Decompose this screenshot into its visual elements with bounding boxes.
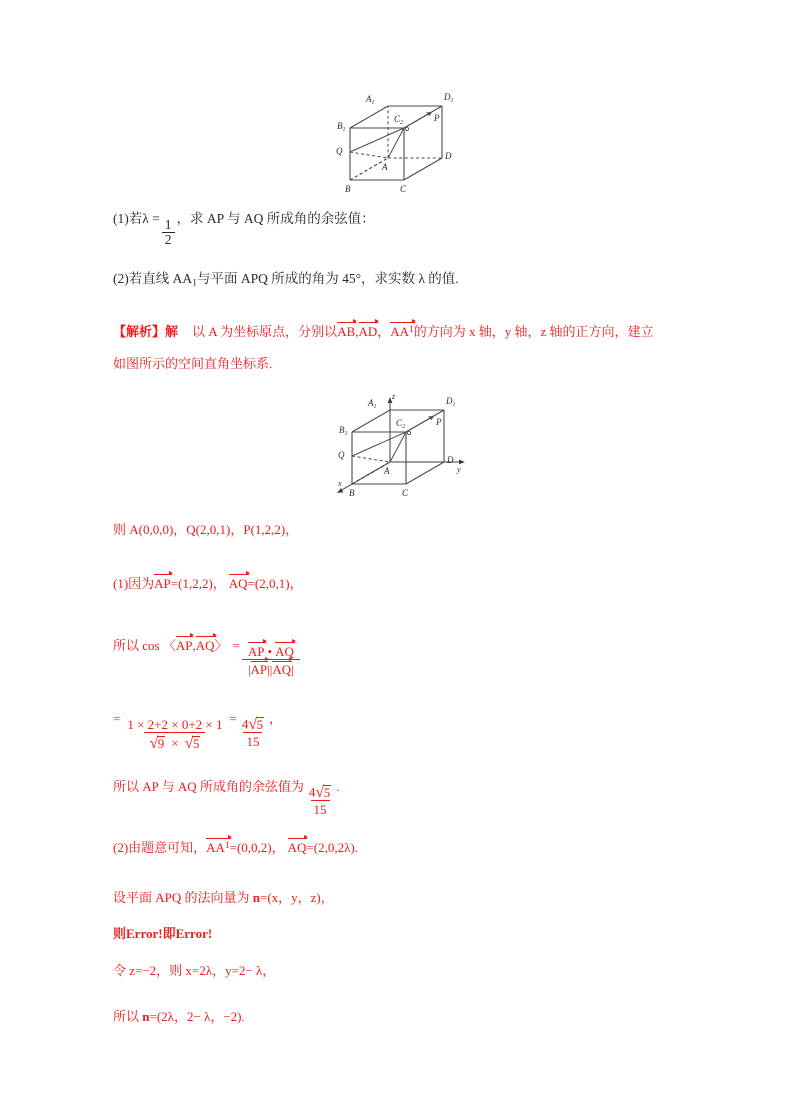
cosine-denominator (242, 659, 300, 676)
cosine-formula-line (113, 638, 302, 676)
part1-eq-1: =(1,2,2)， (170, 576, 226, 591)
figure1-label-A1: $A_1$ (366, 94, 375, 106)
conclusion-line-1 (113, 780, 339, 816)
den-bar-4: | (291, 662, 294, 678)
solution-line-2: 如图所示的空间直角坐标系. (113, 356, 273, 371)
vector-ab: AB (337, 324, 356, 339)
conclusion-denominator: 15 (311, 800, 330, 816)
computation-trailing: ， (269, 711, 283, 726)
figure2-label-A1: $A_1$ (368, 398, 377, 410)
comma-2: ， (377, 324, 391, 339)
normal-line-end: =(x，y，z)， (260, 890, 334, 905)
cosine-fraction (242, 644, 300, 677)
figure1-label-P: P (434, 113, 440, 123)
axis-x (340, 462, 390, 491)
radical-sign-2: √ (184, 735, 194, 753)
figure1-label-A: A (382, 162, 388, 172)
final-line-rest: =(2λ，2− λ，−2). (149, 1009, 245, 1024)
error-line-prefix: 则 (113, 926, 127, 941)
figure2-label-C1: $C_2$ (396, 418, 406, 430)
vector-ap: AP (154, 576, 171, 591)
result-denominator: 15 (243, 732, 262, 748)
question-2-subscript: 1 (192, 277, 197, 289)
conclusion-1-text: 所以 AP 与 AQ 所成角的余弦值为 (113, 779, 304, 794)
part2-vectors-line (113, 840, 358, 854)
dot-operator: • (267, 643, 273, 659)
question-1-suffix: ，求 AP 与 AQ 所成角的余弦值： (176, 211, 375, 226)
question-2-text-b: 与平面 APQ 所成的角为 45°，求实数 λ 的值. (196, 271, 459, 286)
sqrt-5-den-body: 5 (192, 735, 200, 751)
final-line (113, 1010, 245, 1023)
part1-prefix: (1)因为 (113, 576, 155, 591)
den-bar-3: | (269, 662, 273, 678)
question-1-prefix: (1)若λ = (113, 211, 160, 226)
radical-sign-3: √ (248, 716, 258, 734)
figure2-label-D: D (447, 455, 454, 465)
final-line-prefix: 所以 (113, 1009, 143, 1024)
comma-1: , (355, 324, 359, 339)
vector-aa1-part2 (206, 840, 229, 854)
part2-eq-2: =(2,0,2λ). (306, 840, 358, 855)
figure2-label-B1: $B_1$ (339, 425, 348, 437)
numerator-vector-ap: AP (247, 643, 265, 659)
computation-equals-2: = (229, 711, 237, 726)
sqrt-5-conclusion-body: 5 (323, 784, 331, 800)
result-coefficient: 4 (241, 716, 249, 732)
error-line (113, 927, 212, 940)
vector-aa1-part2-sup: 1 (224, 841, 230, 852)
let-line: 令 z=−2，则 x=2λ，y=2− λ， (113, 963, 276, 978)
sqrt-5-conclusion (315, 784, 331, 802)
figure2-label-D1: $D_1$ (446, 396, 456, 408)
numerator-vector-aq: AQ (275, 643, 294, 659)
figure2-axis-label-x: x (338, 479, 342, 488)
part1-eq-2: =(2,0,1)， (247, 576, 303, 591)
conclusion-coefficient: 4 (308, 784, 316, 800)
question-1-fraction (162, 218, 175, 247)
radical-sign-1: √ (149, 735, 159, 753)
solution-line-1-text-b: 的方向为 x 轴，y 轴，z 轴的正方向，建立 (413, 324, 654, 339)
conclusion-numerator (306, 784, 334, 800)
vector-aq-inner: AQ (195, 638, 215, 653)
vector-aa1 (390, 324, 413, 338)
computation-line (113, 711, 283, 753)
vector-aq-part2: AQ (287, 840, 307, 855)
sqrt-5-den (184, 735, 201, 753)
error-line-middle: 即 (162, 926, 176, 941)
sqrt-9-body: 9 (157, 735, 165, 751)
error-token-1: Error! (126, 926, 163, 941)
normal-vector-symbol: n (252, 890, 260, 905)
conclusion-1-period: . (336, 779, 340, 794)
figure1-label-C1: $C_2$ (394, 114, 404, 126)
figure2-label-B: B (349, 488, 355, 498)
result-numerator (239, 716, 267, 732)
question-2-text-a: (2)若直线 AA (113, 271, 193, 286)
cosine-prefix: 所以 cos (113, 638, 163, 653)
radical-sign-4: √ (315, 784, 325, 802)
fraction-numerator: 1 (164, 217, 172, 233)
vector-aa1-superscript: 1 (409, 325, 414, 336)
figure1-label-D1: $D_1$ (444, 92, 454, 104)
conclusion-1-fraction (306, 784, 334, 816)
denominator-vector-aq: AQ (272, 662, 292, 678)
figure1-label-Q: Q (336, 146, 343, 156)
computation-equals: = (113, 711, 121, 726)
vector-aa1-part2-base: AA (206, 840, 225, 855)
figure2-label-Q: Q (338, 450, 345, 460)
vector-aq: AQ (228, 576, 248, 591)
figure1-label-B: B (345, 184, 351, 194)
vector-ap-inner: AP (175, 638, 193, 653)
bracket-close: 〉 (214, 638, 228, 653)
figure1-label-D: D (445, 151, 452, 161)
final-normal-vector-symbol: n (142, 1009, 150, 1024)
den-bar-2: | (267, 662, 270, 678)
part2-eq-1: =(0,0,2)， (229, 840, 285, 855)
part1-vectors-line (113, 576, 303, 590)
denominator-vector-ap: AP (250, 662, 268, 678)
part2-prefix: (2)由题意可知， (113, 840, 207, 855)
cosine-equals: = (232, 638, 240, 653)
computation-fraction (122, 716, 227, 753)
normal-line-prefix: 设平面 APQ 的法向量为 (113, 890, 253, 905)
denominator-times: × (171, 735, 179, 751)
question-1 (113, 212, 375, 247)
cube-diagram-with-axes (330, 388, 472, 503)
computation-denominator (144, 732, 205, 753)
figure2-axis-label-z: z (392, 392, 396, 401)
figure2-label-P: P (436, 417, 442, 427)
sqrt-5-result (248, 716, 264, 734)
vector-aa1-base: AA (390, 324, 410, 339)
error-token-2: Error! (175, 926, 213, 941)
normal-vector-line (113, 891, 334, 904)
vector-ad: AD (358, 324, 378, 339)
cube-diagram-plain (332, 88, 462, 196)
den-bar-1: | (247, 662, 251, 678)
computation-result-fraction (239, 716, 267, 748)
figure2-axis-label-y: y (457, 465, 461, 474)
solution-header-tag: 【解析】解 (113, 324, 179, 339)
vector-separator: , (192, 638, 196, 653)
figure2-label-A: A (384, 466, 390, 476)
solution-line-1 (113, 324, 654, 338)
figure1-label-B1: $B_1$ (337, 121, 346, 133)
computation-numerator: 1 × 2+2 × 0+2 × 1 (127, 716, 223, 732)
fraction-denominator: 2 (162, 232, 175, 247)
figure1-label-C: C (400, 184, 407, 194)
coordinates-line: 则 A(0,0,0)，Q(2,0,1)，P(1,2,2)， (113, 522, 299, 537)
figure2-label-C: C (402, 488, 409, 498)
sqrt-9 (149, 735, 165, 753)
sqrt-5-result-body: 5 (256, 716, 264, 732)
solution-line-1-text-a: 以 A 为坐标原点，分别以 (192, 324, 338, 339)
question-2 (113, 272, 459, 288)
bracket-open: 〈 (162, 638, 176, 653)
